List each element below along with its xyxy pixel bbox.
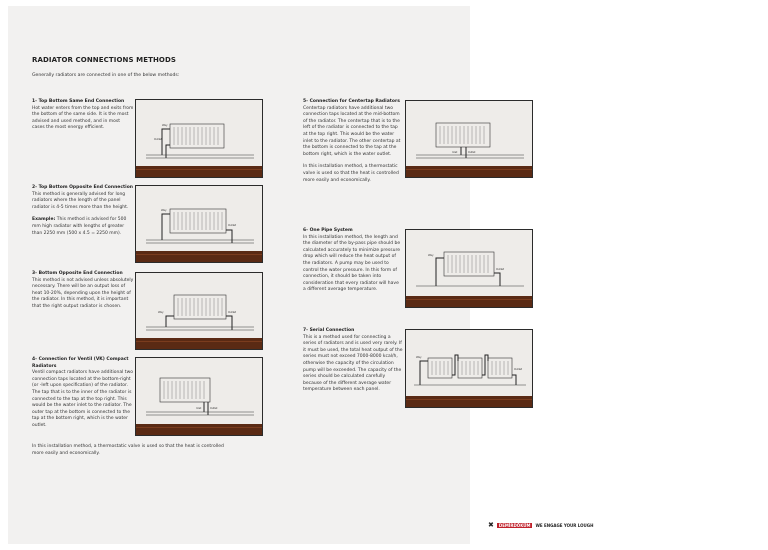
section-body: Ventil compact radiators have additional two connection taps located at the bottom-right (or -left upon specification) of the radiator. The tap that is to the inner of the radiator is connected to the tap at the top right. This would be the water inlet to the radiator. The outer tap at the bottom is connected to the tap at the bottom right, which is the water outlet. — [32, 370, 134, 428]
example-label: Example: — [32, 217, 56, 223]
svg-text:Outlet: Outlet — [154, 138, 163, 141]
brand-mark-icon: ✖ — [488, 521, 494, 529]
svg-text:Outlet: Outlet — [228, 224, 237, 227]
example-text: This method is advised for 500 mm high radiator with lengths of greater than 2250 mm (500 x 4.5 = 2250 mm). — [32, 217, 127, 236]
section-2 — [32, 185, 134, 237]
section-heading: 7- Serial Connection — [303, 328, 355, 333]
svg-text:Inlet: Inlet — [196, 407, 202, 410]
svg-text:Outlet: Outlet — [210, 407, 218, 410]
section-5 — [303, 99, 403, 184]
svg-text:Way: Way — [161, 209, 167, 212]
section-6 — [303, 228, 403, 294]
brand-tagline: WE ENGAGE YOUR LOUGH — [535, 522, 594, 528]
intro-text: Generally radiators are connected in one of the below methods: — [32, 73, 180, 78]
diagram-1 — [135, 99, 263, 178]
svg-text:Outlet: Outlet — [468, 151, 476, 154]
section-heading: 4- Connection for Ventil (VK) Compact Radiators — [32, 357, 129, 369]
diagram-6 — [405, 229, 533, 308]
section-body: This method is not advised unless absolutely necessary. There will be an output loss of heat 10-20%, depending upon the height of the radiator. In this method, it is important that the right output radiator is chosen. — [32, 277, 134, 309]
brand-logo — [488, 521, 593, 529]
section-body: In this installation method, the length and the diameter of the by-pass pipe should be calculated accurately to minimize pressure drop which will reduce the heat output of the radiators. A pump may be used to control the water pressure. In this form of connection, it should be taken into consideration that every radiator will have a different average temperature. — [303, 234, 401, 293]
svg-text:Outlet: Outlet — [496, 268, 505, 271]
section-4 — [32, 357, 134, 430]
diagram-4 — [135, 357, 263, 436]
page-title: RADIATOR CONNECTIONS METHODS — [32, 56, 177, 64]
svg-text:Way: Way — [162, 124, 168, 127]
section-1 — [32, 99, 134, 132]
section-heading: 1- Top Bottom Same End Connection — [32, 99, 125, 104]
diagram-5 — [405, 100, 533, 178]
svg-text:Outlet: Outlet — [228, 311, 237, 314]
section-3 — [32, 271, 134, 311]
section-heading: 2- Top Bottom Opposite End Connection — [32, 185, 134, 190]
diagram-3 — [135, 272, 263, 350]
svg-text:Inlet: Inlet — [452, 151, 458, 154]
svg-text:Way: Way — [158, 311, 164, 314]
section-body: This is a method used for connecting a series of radiators and is used very rarely. If it must be used, the total heat output of the series must not exceed 7000-8000 kcal/h, otherwise the capacity of the circulation pump will be exceeded. The capacity of the series should be calculated carefully because of the different average water temperature between each panel. — [303, 334, 403, 393]
svg-text:Outlet: Outlet — [514, 368, 523, 371]
brand-name: DEMİRDÖKÜM — [498, 522, 531, 528]
section-heading: 6- One Pipe System — [303, 228, 353, 233]
diagram-7 — [405, 329, 533, 408]
section-heading: 5- Connection for Centertap Radiators — [303, 99, 400, 104]
diagram-2 — [135, 185, 263, 263]
section-body: Hot water enters from the top and exits from the bottom of the same side. It is the most advised and used method, and in most cases the most energy efficient. — [32, 105, 134, 131]
svg-text:Way: Way — [416, 356, 422, 359]
section-note: In this installation method, a thermostatic valve is used so that the heat is controlled more easily and economically. — [303, 164, 399, 183]
section-7 — [303, 328, 403, 394]
section-body: This method is generally advised for long radiators where the length of the panel radiator is 4-5 times more than the height. — [32, 191, 129, 210]
section-heading: 3- Bottom Opposite End Connection — [32, 271, 123, 276]
section-body: Centertap radiators have additional two connection taps located at the mid-bottom of the radiator. The centertap that is to the left of the radiator is connected to the tap at the top right. This would be the water inlet to the radiator. The other centertap at the bottom is connected to the tap at the bottom right, which is the water outlet. — [303, 105, 401, 157]
svg-text:Way: Way — [428, 254, 434, 257]
installation-note: In this installation method, a thermostatic valve is used so that the heat is controlled more easily and economically. — [32, 444, 224, 456]
